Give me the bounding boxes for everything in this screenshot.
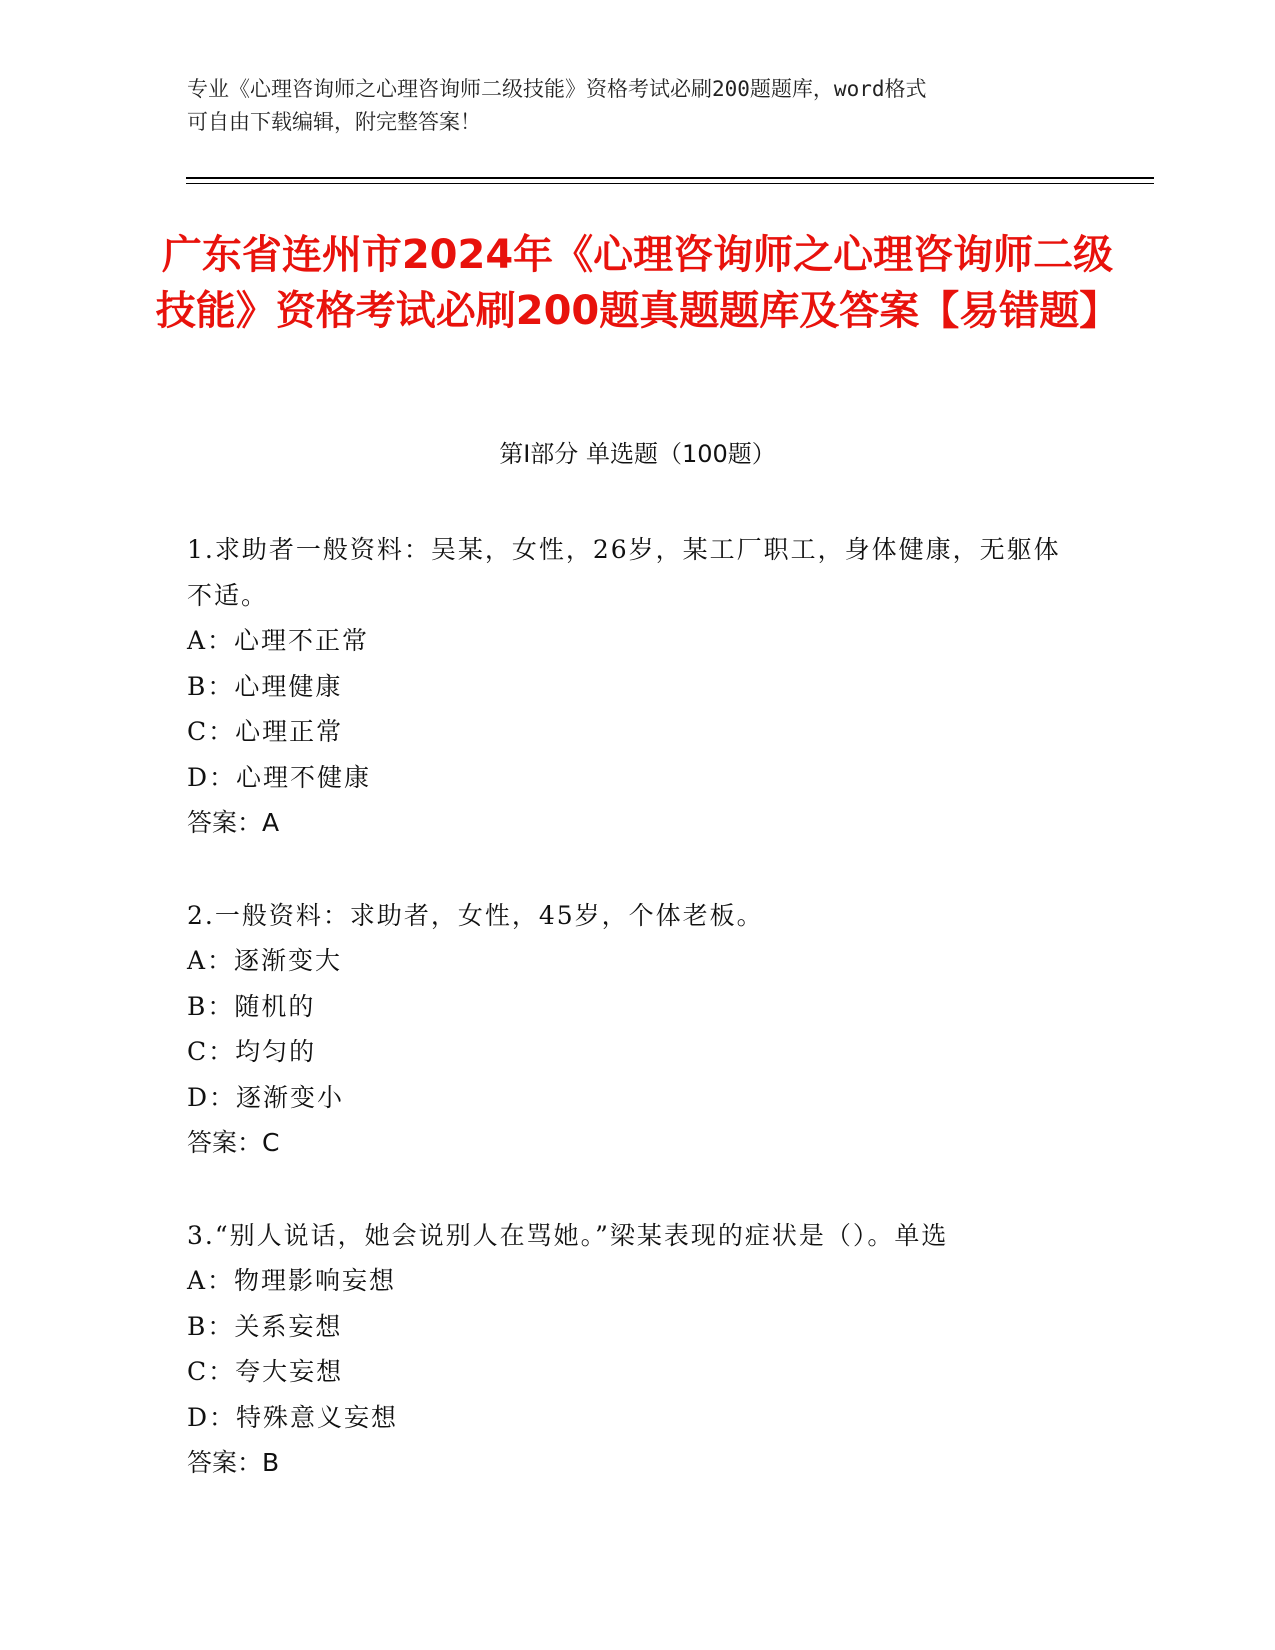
option-d: D：逐渐变小 bbox=[187, 1082, 345, 1112]
question-1 bbox=[187, 527, 1067, 846]
answer-line: 答案：A bbox=[187, 808, 280, 837]
question-stem: 1.求助者一般资料：吴某，女性，26岁，某工厂职工，身体健康，无躯体不适。 bbox=[187, 535, 1061, 610]
header-note: 专业《心理咨询师之心理咨询师二级技能》资格考试必刷200题题库，word格式 可自由下载编辑，附完整答案！ bbox=[187, 77, 927, 134]
option-d: D：特殊意义妄想 bbox=[187, 1402, 399, 1432]
header-divider-thin bbox=[186, 183, 1154, 184]
answer-line: 答案：B bbox=[187, 1448, 280, 1477]
question-stem: 2.一般资料：求助者，女性，45岁，个体老板。 bbox=[187, 900, 764, 930]
question-list bbox=[187, 527, 1067, 1533]
option-b: B：随机的 bbox=[187, 991, 316, 1021]
question-3 bbox=[187, 1213, 1067, 1486]
answer-line: 答案：C bbox=[187, 1128, 280, 1157]
option-b: B：关系妄想 bbox=[187, 1311, 343, 1341]
option-c: C：心理正常 bbox=[187, 717, 344, 746]
header-divider-thick bbox=[186, 177, 1154, 179]
section-title: 第Ⅰ部分 单选题（100题） bbox=[499, 440, 776, 468]
option-d: D：心理不健康 bbox=[187, 762, 372, 792]
option-a: A：逐渐变大 bbox=[187, 946, 343, 975]
option-c: C：均匀的 bbox=[187, 1037, 317, 1066]
option-c: C：夸大妄想 bbox=[187, 1357, 344, 1386]
question-stem: 3.“别人说话，她会说别人在骂她。”梁某表现的症状是（）。单选 bbox=[187, 1220, 949, 1250]
question-2 bbox=[187, 893, 1067, 1166]
document-title: 广东省连州市2024年《心理咨询师之心理咨询师二级技能》资格考试必刷200题真题题库及答案【易错题】 bbox=[155, 232, 1120, 334]
option-a: A：物理影响妄想 bbox=[187, 1266, 397, 1295]
option-b: B：心理健康 bbox=[187, 671, 343, 701]
option-a: A：心理不正常 bbox=[187, 626, 370, 655]
